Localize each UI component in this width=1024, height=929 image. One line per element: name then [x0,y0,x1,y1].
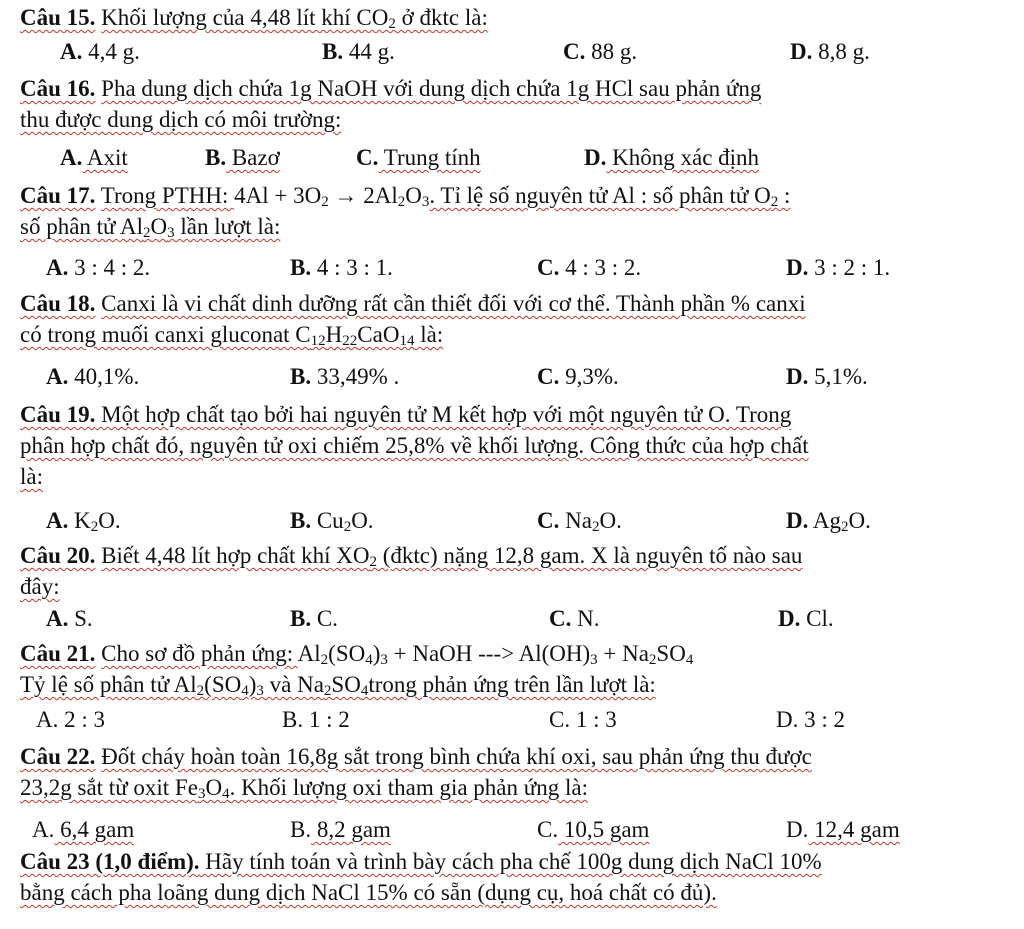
q22-option-c[interactable]: C. 10,5 gam [537,817,650,842]
q16-option-a[interactable]: A. Axit [60,145,128,170]
question-20-line2: đây: [20,574,60,599]
q16-option-c[interactable]: C. Trung tính [356,145,481,170]
question-18-line2: có trong muối canxi gluconat $C_{12}H_{22}CaO_{14}$ là: [20,322,444,349]
question-19-line2: phân hợp chất đó, nguyên tử oxi chiếm 25,8% về khối lượng. Công thức của hợp chất [20,433,809,458]
question-22-line1: Đốt cháy hoàn toàn 16,8g sắt trong bình chứa khí oxi, sau phản ứng thu được [101,744,812,769]
q18-option-a[interactable]: A. 40,1%. [46,364,140,389]
question-20-line1: Biết 4,48 lít hợp chất khí $XO_2$ (đktc) nặng 12,8 gam. X là nguyên tố nào sau [101,543,803,570]
question-23-line2: bằng cách pha loãng dung dịch NaCl 15% có sẵn (dụng cụ, hoá chất có đủ). [20,880,717,905]
question-16-line1: Pha dung dịch chứa 1g NaOH với dung dịch chứa 1g HCl sau phản ứng [101,76,762,101]
question-18-label: Câu 18. [20,291,96,316]
question-19-label: Câu 19. [20,402,96,427]
q18-option-b[interactable]: B. 33,49% . [290,364,400,389]
q19-option-b[interactable]: B. $Cu_2O$. [290,508,374,535]
q21-option-a[interactable]: A. 2 : 3 [36,707,106,732]
question-22-stem [20,741,1010,803]
question-21-label: Câu 21. [20,641,96,666]
question-18-line1: Canxi là vi chất dinh dưỡng rất cần thiết đối với cơ thể. Thành phần % canxi [101,291,806,316]
question-21-line2: Tỷ lệ số phân tử $Al_2(SO_4)_3$ và $Na_2SO_4trong$ phản ứng trên lần lượt là: [20,672,656,699]
question-17-equation: $4Al + 3O_2 \to 2Al_2O_3$ [234,183,430,210]
q17-option-a[interactable]: A. 3 : 4 : 2. [46,255,151,280]
q19-option-c[interactable]: C. $Na_2O$. [537,508,622,535]
question-23-label: Câu 23 (1,0 điểm). [20,849,200,874]
q19-option-a[interactable]: A. $K_2O$. [46,508,121,535]
question-19-line1: Một hợp chất tạo bởi hai nguyên tử M kết hợp với một nguyên tử O. Trong [95,402,792,427]
question-17-stem [20,180,1010,242]
q16-option-b[interactable]: B. Bazơ [205,145,280,170]
question-15-stem [20,2,1010,33]
question-21-equation: $Al_2(SO_4)_3$ + NaOH ---> $Al(OH)_3 + Na_2SO_4$ [297,641,694,668]
q21-option-b[interactable]: B. 1 : 2 [282,707,350,732]
question-20-stem [20,540,1010,602]
question-16-label: Câu 16. [20,76,96,101]
q16-option-d[interactable]: D. Không xác định [584,145,760,170]
question-20-label: Câu 20. [20,543,96,568]
question-17-label: Câu 17. [20,183,96,208]
q20-option-a[interactable]: A. S. [46,606,93,631]
q15-option-a[interactable]: A. 4,4 g. [60,39,140,64]
question-23-stem [20,846,1010,908]
q22-option-a[interactable]: A. 6,4 gam [32,817,135,842]
q18-option-c[interactable]: C. 9,3%. [537,364,619,389]
question-22-label: Câu 22. [20,744,96,769]
q15-option-c[interactable]: C. 88 g. [563,39,638,64]
q17-option-d[interactable]: D. 3 : 2 : 1. [786,255,891,280]
q21-option-d[interactable]: D. 3 : 2 [776,707,846,732]
q20-option-c[interactable]: C. N. [549,606,600,631]
question-19-stem [20,399,1010,492]
question-22-line2: 23,2g sắt từ oxit $Fe_3O_4$. Khối lượng oxi tham gia phản ứng là: [20,775,588,802]
q21-option-c[interactable]: C. 1 : 3 [549,707,617,732]
question-16-line2: thu được dung dịch có môi trường: [20,107,342,132]
question-15-text: Khối lượng của 4,48 lít khí $CO_2$ ở đktc là: [101,5,488,32]
q15-option-b[interactable]: B. 44 g. [322,39,395,64]
q22-option-b[interactable]: B. 8,2 gam [290,817,391,842]
question-23-line1: Hãy tính toán và trình bày cách pha chế 100g dung dịch NaCl 10% [199,849,822,874]
question-17-intro: Trong PTHH: [100,183,235,208]
question-21-stem [20,638,1010,700]
question-19-line3: là: [20,464,43,489]
q17-option-c[interactable]: C. 4 : 3 : 2. [537,255,642,280]
question-16-stem [20,73,1010,135]
q20-option-d[interactable]: D. Cl. [778,606,834,631]
q22-option-d[interactable]: D. 12,4 gam [786,817,900,842]
q17-option-b[interactable]: B. 4 : 3 : 1. [290,255,393,280]
q15-option-d[interactable]: D. 8,8 g. [790,39,870,64]
question-17-line2: số phân tử $Al_2O_3$ lần lượt là: [20,214,281,241]
question-18-stem [20,288,1010,350]
question-15-label: Câu 15. [20,5,96,30]
q18-option-d[interactable]: D. 5,1%. [786,364,868,389]
question-17-ratio-text: . Tỉ lệ số nguyên tử Al : số phân tử $O_2$ : [429,183,791,210]
question-21-line1: Cho sơ đồ phản ứng: [101,641,298,666]
q19-option-d[interactable]: D. $Ag_2O$. [786,508,871,535]
q20-option-b[interactable]: B. C. [290,606,338,631]
